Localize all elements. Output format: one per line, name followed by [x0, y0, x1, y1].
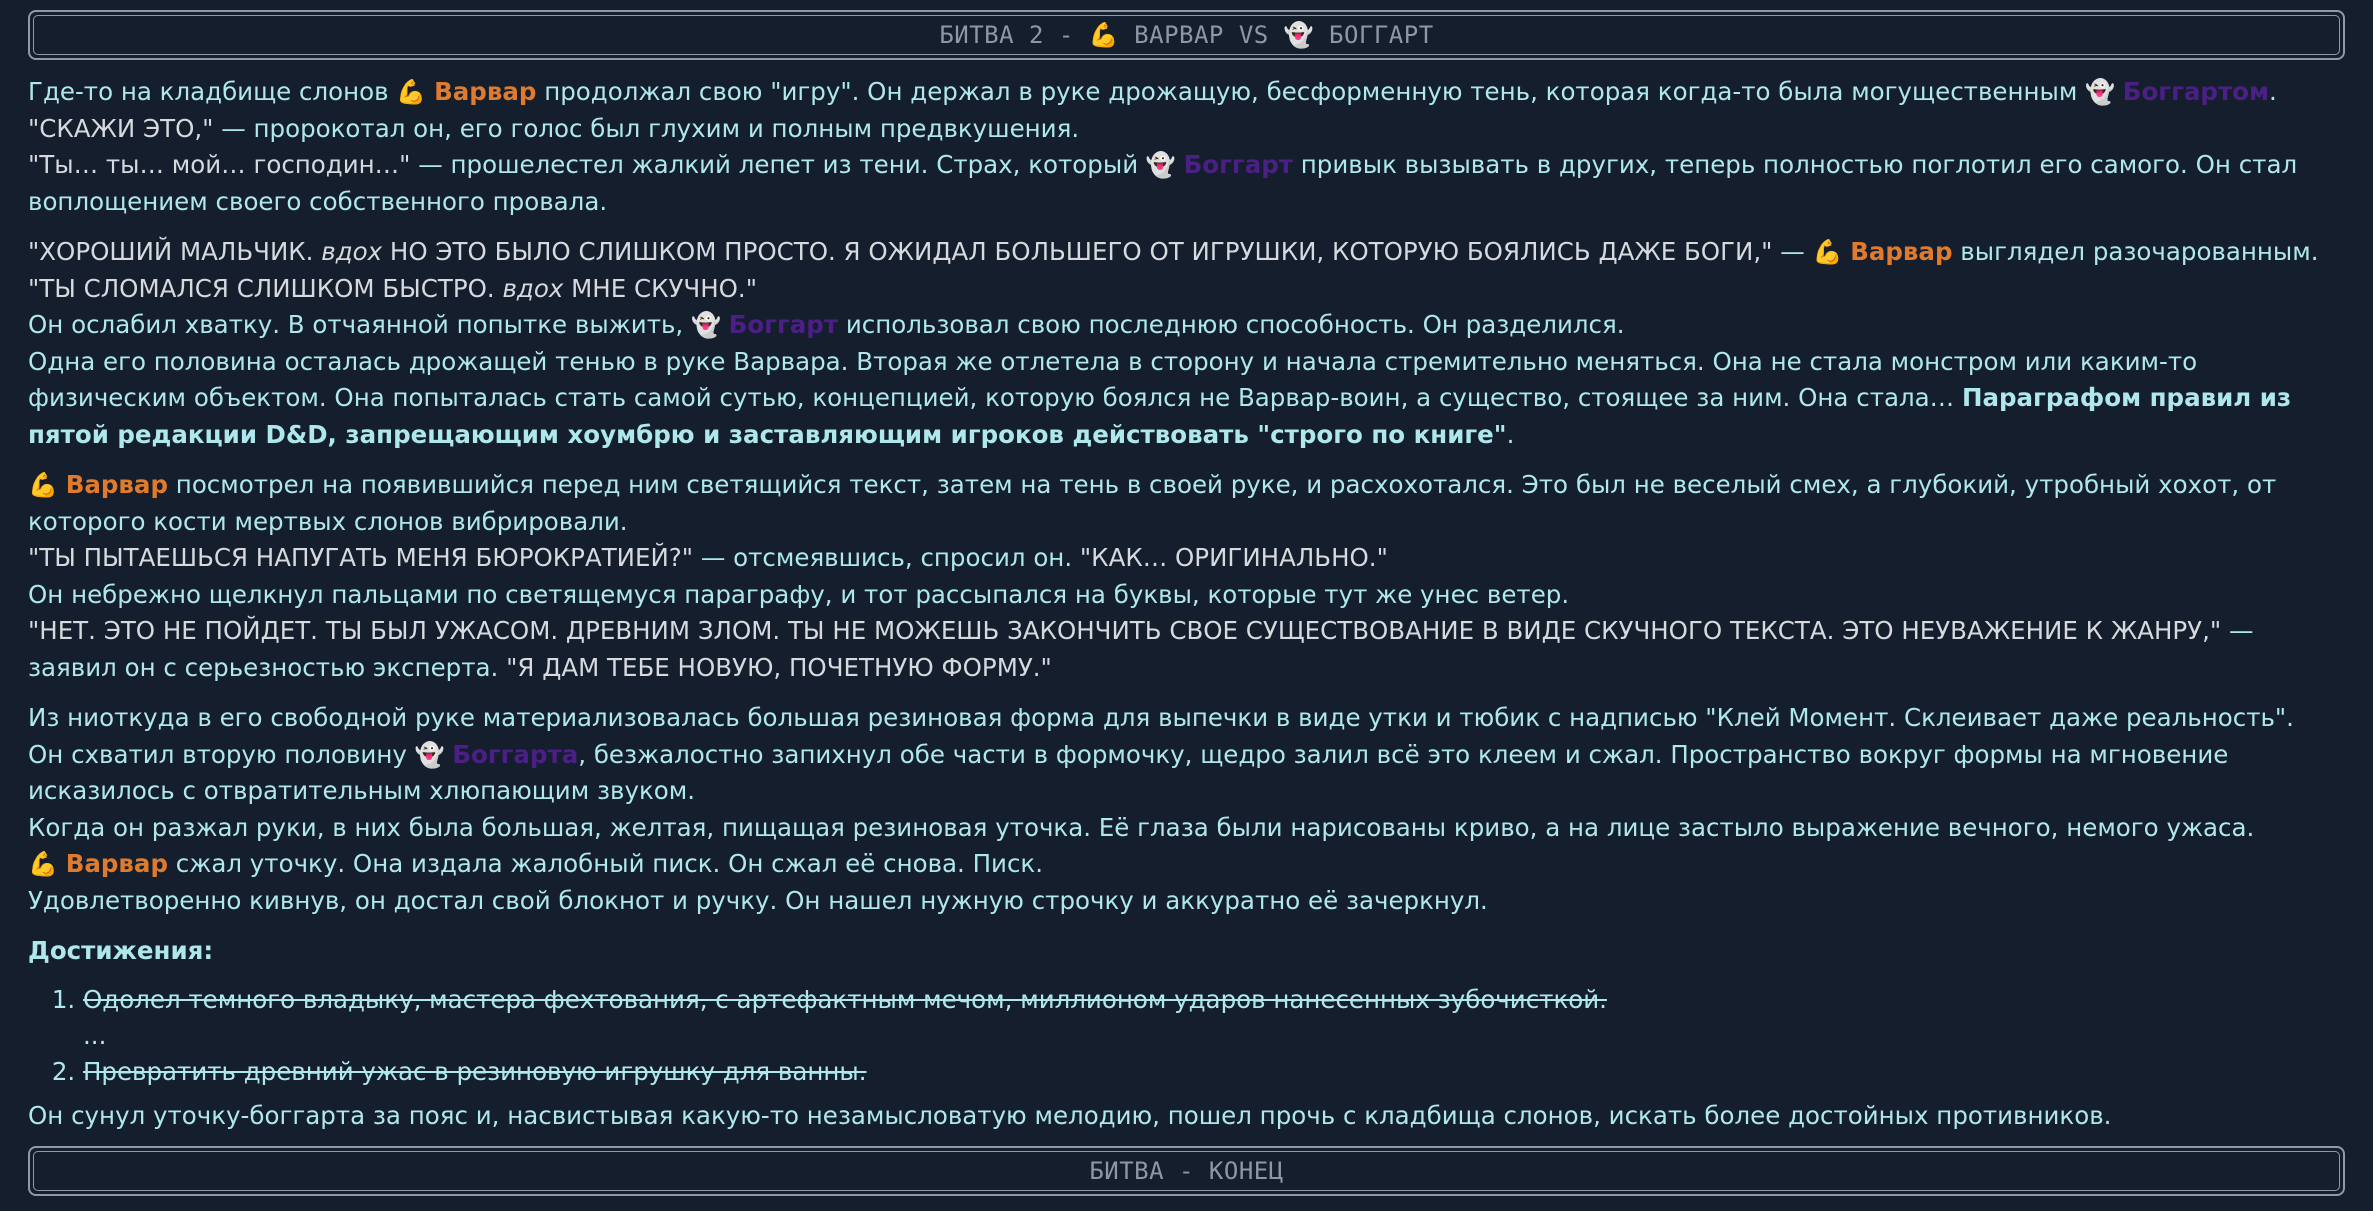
barbarian-name: Варвар	[1850, 237, 1953, 266]
story-paragraph: "СКАЖИ ЭТО," — пророкотал он, его голос был глухим и полным предвкушения.	[28, 113, 1080, 143]
story-paragraph: Из ниоткуда в его свободной руке материализовалась большая резиновая форма для выпечки в виде утки и тюбик с надписью "Клей Момент. Склеивает даже реальность".	[28, 703, 2294, 732]
story-paragraph: Он ослабил хватку. В отчаянной попытке выжить, 👻 Боггарт использовал свою последнюю способность. Он разделился.	[28, 310, 1625, 339]
story-paragraph: Он небрежно щелкнул пальцами по светящемуся параграфу, и тот рассыпался на буквы, которые тут же унес ветер.	[28, 579, 1570, 609]
ghost-icon: 👻	[1283, 20, 1315, 49]
story-paragraph: Одна его половина осталась дрожащей тенью в руке Варвара. Вторая же отлетела в сторону и начала стремительно меняться. Она не стала монстром или каким-то физическим объектом. Она попыталась стать самой сутью, концепцией, которую боялся не Варвар-воин, а существо, стоящее за ним. Она стала… Параграфом правил из пятой редакции D&D, запрещающим хоумбрю и заставляющим игроков действовать "строго по книге".	[28, 346, 2292, 449]
achievement-item	[83, 982, 2345, 1054]
story-paragraph: "Ты… ты… мой… господин…" — прошелестел жалкий лепет из тени. Страх, который 👻 Боггарт привык вызывать в других, теперь полностью поглотил его самого. Он стал воплощением своего собственного провала.	[28, 150, 2298, 216]
rules-paragraph-highlight: Параграфом правил из пятой редакции D&D, запрещающим хоумбрю и заставляющим игроков действовать "строго по книге"	[28, 383, 2292, 449]
battle-header-inner	[33, 15, 2340, 55]
achievement-ellipsis: ...	[83, 1020, 107, 1050]
muscle-icon: 💪	[1088, 20, 1120, 49]
speech: "Ты… ты… мой… господин…"	[28, 150, 411, 179]
speech: "ТЫ ПЫТАЕШЬСЯ НАПУГАТЬ МЕНЯ БЮРОКРАТИЕЙ?"	[28, 543, 694, 572]
ghost-icon: 👻	[690, 311, 721, 339]
speech: "ТЫ СЛОМАЛСЯ СЛИШКОМ БЫСТРО. вдох МНЕ СКУЧНО."	[28, 273, 757, 303]
achievements-list	[28, 982, 2345, 1090]
story-paragraph: Он схватил вторую половину 👻 Боггарта, безжалостно запихнул обе части в формочку, щедро залил всё это клеем и сжал. Пространство вокруг формы на мгновение исказилось с отвратительным хлюпающим звуком.	[28, 739, 2229, 805]
header-middle: ВАРВАР VS	[1119, 20, 1284, 49]
boggart-name: Боггартом	[2122, 77, 2270, 106]
barbarian-name: Варвар	[65, 849, 169, 878]
story-paragraph: Где-то на кладбище слонов 💪 Варвар продолжал свою "игру". Он держал в руке дрожащую, бесформенную тень, которая когда-то была могущественным 👻 Боггартом.	[28, 77, 2277, 106]
muscle-icon: 💪	[28, 850, 58, 878]
story-paragraph: "ТЫ ПЫТАЕШЬСЯ НАПУГАТЬ МЕНЯ БЮРОКРАТИЕЙ?" — отсмеявшись, спросил он. "КАК… ОРИГИНАЛЬНО."	[28, 543, 1388, 572]
story-paragraph: Удовлетворенно кивнув, он достал свой блокнот и ручку. Он нашел нужную строчку и аккуратно её зачеркнул.	[28, 885, 1488, 915]
speech: "ХОРОШИЙ МАЛЬЧИК. вдох НО ЭТО БЫЛО СЛИШКОМ ПРОСТО. Я ОЖИДАЛ БОЛЬШЕГО ОТ ИГРУШКИ, КОТОРУЮ БОЯЛИСЬ ДАЖЕ БОГИ,"	[28, 237, 1773, 266]
story-paragraph: 💪 Варвар сжал уточку. Она издала жалобный писк. Он сжал её снова. Писк.	[28, 849, 1044, 878]
battle-footer-banner	[28, 1146, 2345, 1196]
achievement-text: Одолел темного владыку, мастера фехтования, с артефактным мечом, миллионом ударов нанесенных зубочисткой.	[83, 984, 1607, 1014]
story-paragraph: Когда он разжал руки, в них была большая, желтая, пищащая резиновая уточка. Её глаза были нарисованы криво, а на лице застыло выражение вечного, немого ужаса.	[28, 812, 2255, 842]
final-paragraph: Он сунул уточку-боггарта за пояс и, насвистывая какую-то незамысловатую мелодию, пошел прочь с кладбища слонов, искать более достойных противников.	[28, 1100, 2112, 1130]
ghost-icon: 👻	[2085, 78, 2115, 106]
barbarian-name: Варвар	[65, 470, 169, 499]
muscle-icon: 💪	[1812, 238, 1843, 266]
story-paragraph: "НЕТ. ЭТО НЕ ПОЙДЕТ. ТЫ БЫЛ УЖАСОМ. ДРЕВНИМ ЗЛОМ. ТЫ НЕ МОЖЕШЬ ЗАКОНЧИТЬ СВОЕ СУЩЕСТВОВАНИЕ В ВИДЕ СКУЧНОГО ТЕКСТА. ЭТО НЕУВАЖЕНИЕ К ЖАНРУ," — заявил он с серьезностью эксперта. "Я ДАМ ТЕБЕ НОВУЮ, ПОЧЕТНУЮ ФОРМУ."	[28, 616, 2254, 682]
ghost-icon: 👻	[414, 740, 445, 769]
boggart-name: Боггарт	[728, 310, 839, 339]
achievement-item	[83, 1054, 2345, 1090]
header-suffix: БОГГАРТ	[1314, 20, 1434, 49]
achievement-text: Превратить древний ужас в резиновую игрушку для ванны.	[83, 1056, 867, 1086]
battle-footer-inner: БИТВА - КОНЕЦ	[33, 1151, 2340, 1191]
story-paragraph: 💪 Варвар посмотрел на появившийся перед ним светящийся текст, затем на тень в своей руке, и расхохотался. Это был не веселый смех, а глубокий, утробный хохот, от которого кости мертвых слонов вибрировали.	[28, 470, 2277, 536]
boggart-name: Боггарта	[452, 739, 579, 769]
muscle-icon: 💪	[28, 471, 58, 499]
barbarian-name: Варвар	[434, 77, 537, 106]
speech: "СКАЖИ ЭТО,"	[28, 113, 214, 143]
ghost-icon: 👻	[1145, 151, 1176, 179]
story-paragraph: "ХОРОШИЙ МАЛЬЧИК. вдох НО ЭТО БЫЛО СЛИШКОМ ПРОСТО. Я ОЖИДАЛ БОЛЬШЕГО ОТ ИГРУШКИ, КОТОРУЮ БОЯЛИСЬ ДАЖЕ БОГИ," — 💪 Варвар выглядел разочарованным. "ТЫ СЛОМАЛСЯ СЛИШКОМ БЫСТРО. вдох МНЕ СКУЧНО."	[28, 237, 2319, 303]
muscle-icon: 💪	[396, 78, 427, 106]
boggart-name: Боггарт	[1183, 150, 1293, 179]
header-prefix: БИТВА 2 -	[939, 20, 1089, 49]
speech: "КАК… ОРИГИНАЛЬНО."	[1079, 543, 1388, 572]
battle-header-banner	[28, 10, 2345, 60]
achievements-title: Достижения:	[28, 936, 214, 965]
speech: "Я ДАМ ТЕБЕ НОВУЮ, ПОЧЕТНУЮ ФОРМУ."	[506, 652, 1052, 682]
speech: "НЕТ. ЭТО НЕ ПОЙДЕТ. ТЫ БЫЛ УЖАСОМ. ДРЕВНИМ ЗЛОМ. ТЫ НЕ МОЖЕШЬ ЗАКОНЧИТЬ СВОЕ СУЩЕСТВОВАНИЕ В ВИДЕ СКУЧНОГО ТЕКСТА. ЭТО НЕУВАЖЕНИЕ К ЖАНРУ,"	[28, 616, 2222, 645]
